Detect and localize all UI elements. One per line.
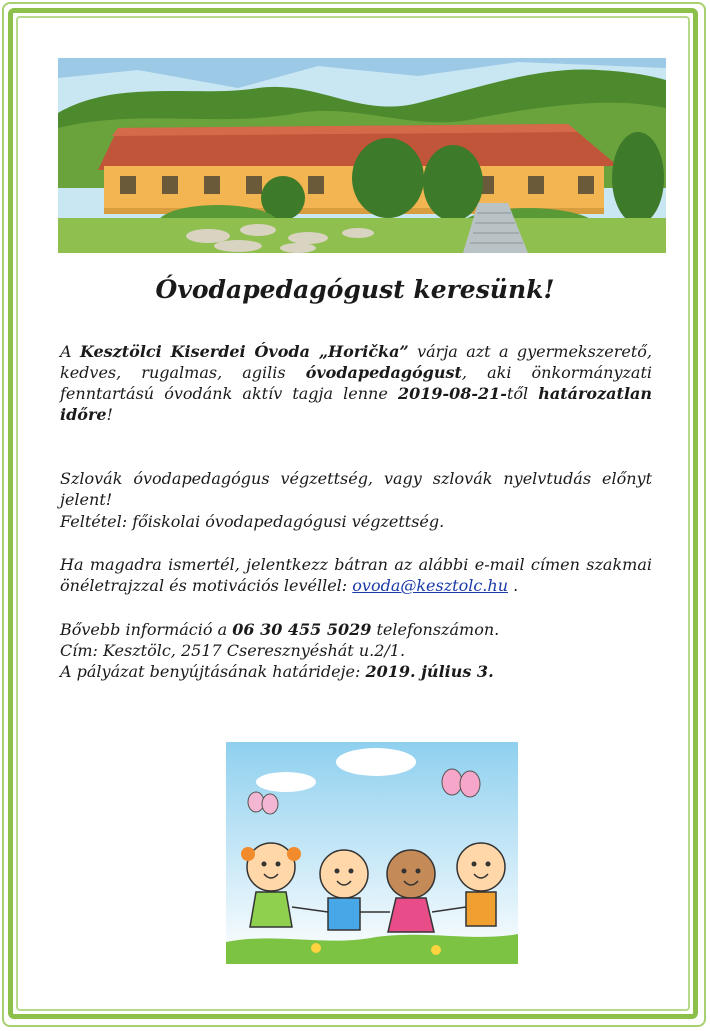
page-title: Óvodapedagógust keresünk! — [155, 275, 555, 304]
intro-text-4: től — [506, 384, 539, 403]
intro-text-3: , aki önkormányzati fenntartású óvodánk aktív tagja lenne — [60, 363, 653, 403]
condition-text: Feltétel: főiskolai óvodapedagógusi végzettség. — [60, 512, 445, 531]
children-illustration — [226, 742, 518, 964]
intro-paragraph — [60, 341, 652, 425]
kindergarten-painting-svg — [58, 58, 666, 253]
deadline-label: A pályázat benyújtásának határideje: — [60, 662, 366, 681]
contract-term: határozatlan időre — [60, 384, 653, 424]
info-post: telefonszámon. — [371, 620, 500, 639]
advantage-text: Szlovák óvodapedagógus végzettség, vagy szlovák nyelvtudás előnyt jelent! — [60, 469, 652, 509]
address-text: Cím: Kesztölc, 2517 Cseresznyéshát u.2/1. — [60, 641, 406, 660]
info-text — [60, 619, 652, 640]
deadline-text — [60, 661, 652, 682]
apply-end: . — [508, 576, 519, 595]
email-link[interactable]: ovoda@kesztolc.hu — [352, 576, 508, 595]
deadline-value: 2019. július 3. — [365, 662, 494, 681]
info-pre: Bővebb információ a — [60, 620, 233, 639]
apply-text: Ha magadra ismertél, jelentkezz bátran az alábbi e-mail címen szakmai önéletrajzzal és motivációs levéllel: — [60, 555, 652, 595]
phone-number: 06 30 455 5029 — [232, 620, 372, 639]
kindergarten-painting — [58, 58, 666, 253]
intro-text-2: várja azt a gyermekszerető, kedves, rugalmas, agilis — [60, 342, 652, 382]
apply-paragraph — [60, 554, 652, 596]
organization-name: Kesztölci Kiserdei Óvoda „Horička” — [79, 342, 409, 361]
intro-text-1: A — [60, 342, 80, 361]
children-illustration-svg — [226, 742, 518, 964]
position-name: óvodapedagógust — [305, 363, 462, 382]
start-date: 2019-08-21- — [397, 384, 507, 403]
intro-text-5: ! — [106, 405, 113, 424]
